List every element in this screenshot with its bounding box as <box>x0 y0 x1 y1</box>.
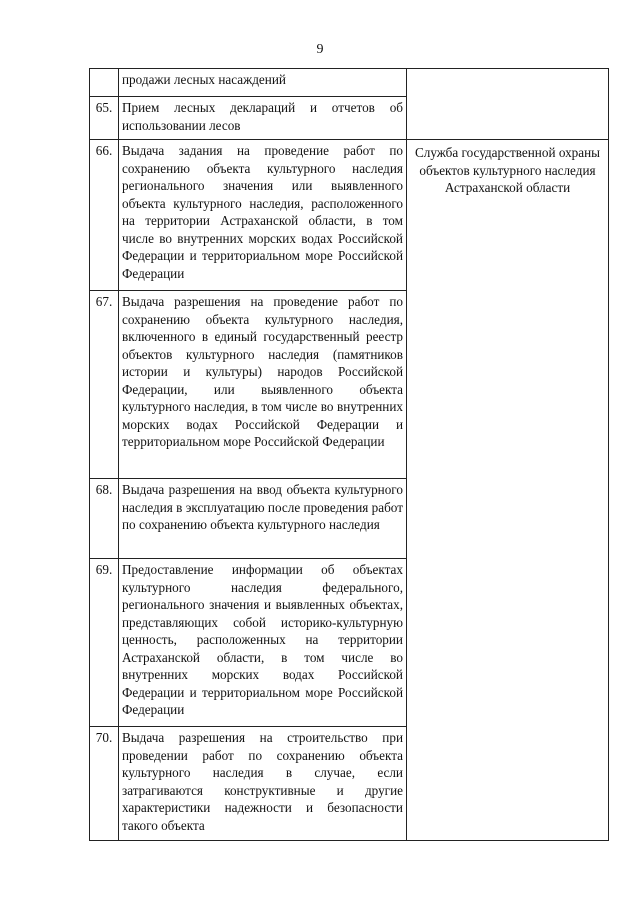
row-description: Выдача разрешения на строительство при проведении работ по сохранению объекта культурного наследия в случае, если затрагиваются конструктивные и другие характеристики надежности и безопасности такого объекта <box>119 727 407 841</box>
row-description: Прием лесных деклараций и отчетов об использовании лесов <box>119 97 407 140</box>
row-number <box>90 69 119 97</box>
organization-cell <box>407 140 609 841</box>
row-number: 65. <box>90 97 119 140</box>
services-table <box>89 68 609 841</box>
row-description: Выдача разрешения на ввод объекта культурного наследия в эксплуатацию после проведения работ по сохранению объекта культурного наследия <box>119 479 407 559</box>
table-row <box>90 140 609 291</box>
page-number: 9 <box>316 42 324 57</box>
organization-name: Служба государственной охраны объектов культурного наследия Астраханской области <box>414 145 601 195</box>
row-description: Выдача разрешения на проведение работ по сохранению объекта культурного наследия, включенного в единый государственный реестр объектов культурного наследия (памятников истории и культуры) народов Российской Федерации, или выявленного объекта культурного наследия, в том числе во внутренних морских водах Российской Федерации и территориальном море Российской Федерации <box>119 291 407 479</box>
row-number: 67. <box>90 291 119 479</box>
row-description: продажи лесных насаждений <box>119 69 407 97</box>
row-description: Предоставление информации об объектах культурного наследия федерального, регионального значения и выявленных объектах, представляющих собой историко-культурную ценность, расположенных на территории Астраханской области, в том числе во внутренних морских водах Российской Федерации и территориальном море Российской Федерации <box>119 559 407 727</box>
organization-cell-empty <box>407 69 609 140</box>
table-row <box>90 69 609 97</box>
row-description: Выдача задания на проведение работ по сохранению объекта культурного наследия регионального значения или выявленного объекта культурного наследия, расположенного на территории Астраханской области, в том числе во внутренних морских водах Российской Федерации и территориальном море Российской Федерации <box>119 140 407 291</box>
row-number: 66. <box>90 140 119 291</box>
row-number: 70. <box>90 727 119 841</box>
row-number: 69. <box>90 559 119 727</box>
row-number: 68. <box>90 479 119 559</box>
